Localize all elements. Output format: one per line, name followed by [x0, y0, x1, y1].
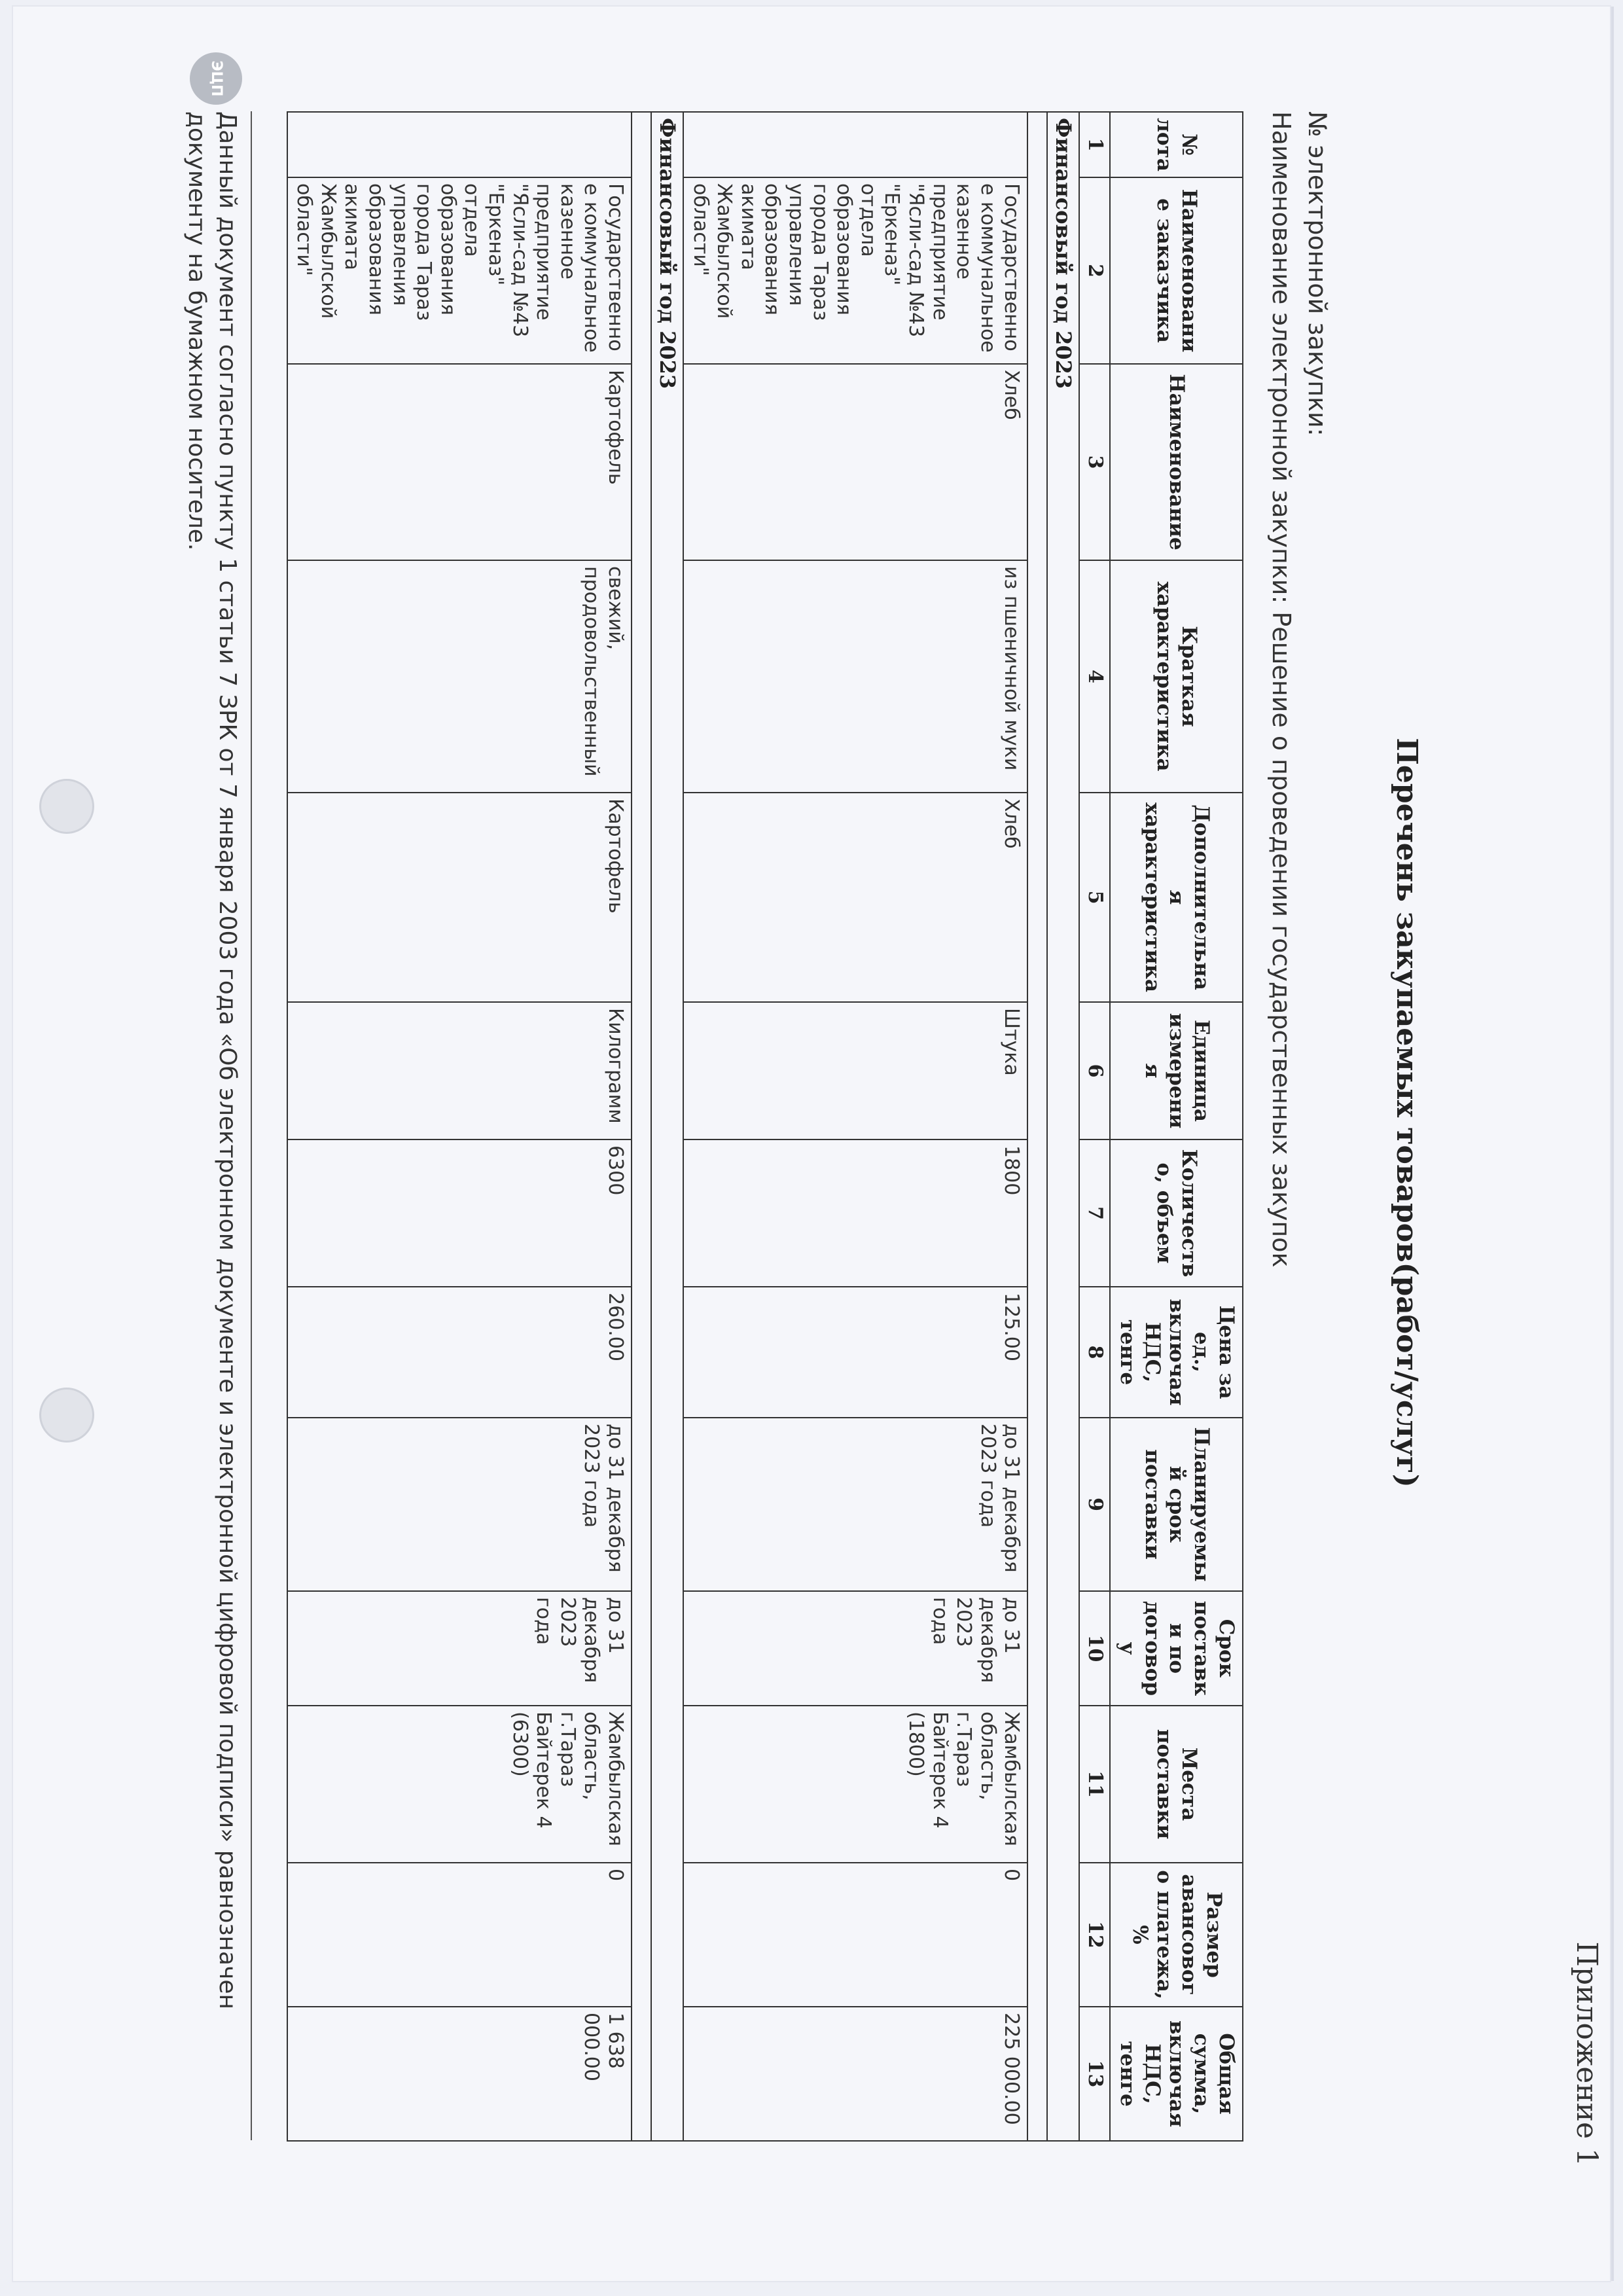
spacer-cell	[1027, 112, 1047, 2141]
cell-customer: Государственное коммунальное казенное предприятие "Ясли-сад №43 "Еркеназ" отдела образования города Тараз управления образования акимата Жамбылской области"	[287, 177, 632, 364]
cell-place: Жамбылская область, г.Тараз Байтерек 4 (1800)	[683, 1706, 1027, 1863]
col-number: 1	[1079, 112, 1110, 177]
spacer-row	[632, 112, 651, 2141]
col-number: 13	[1079, 2007, 1110, 2141]
cell-planned: до 31 декабря 2023 года	[287, 1418, 632, 1591]
cell-price: 125.00	[683, 1287, 1027, 1418]
col-number: 7	[1079, 1139, 1110, 1287]
table-row	[287, 112, 632, 2141]
header-planned: Планируемый срок поставки	[1110, 1418, 1243, 1591]
col-number: 3	[1079, 364, 1110, 560]
appendix-label: Приложение 1	[1570, 1941, 1603, 2166]
fiscal-year-row	[651, 112, 683, 2141]
cell-advance: 0	[287, 1863, 632, 2007]
header-lot: № лота	[1110, 112, 1243, 177]
column-number-row	[1079, 112, 1110, 2141]
header-place: Места поставки	[1110, 1706, 1243, 1863]
rotated-page-content	[170, 33, 1610, 2193]
cell-name: Хлеб	[683, 364, 1027, 560]
document-title: Перечень закупаемых товаров(работ/услуг)	[1390, 738, 1423, 1488]
header-short: Краткая характеристика	[1110, 560, 1243, 793]
footer-divider	[251, 111, 252, 2140]
cell-lot	[683, 112, 1027, 177]
fiscal-year-label: Финансовый год 2023	[651, 112, 683, 2141]
cell-customer: Государственное коммунальное казенное предприятие "Ясли-сад №43 "Еркеназ" отдела образования города Тараз управления образования акимата Жамбылской области"	[683, 177, 1027, 364]
punch-hole-top	[39, 779, 94, 834]
cell-planned: до 31 декабря 2023 года	[683, 1418, 1027, 1591]
cell-price: 260.00	[287, 1287, 632, 1418]
col-number: 8	[1079, 1287, 1110, 1418]
header-unit: Единица измерения	[1110, 1002, 1243, 1139]
col-number: 2	[1079, 177, 1110, 364]
cell-short: из пшеничной муки	[683, 560, 1027, 793]
header-extra: Дополнительная характеристика	[1110, 793, 1243, 1002]
procurement-name: Наименование электронной закупки: Решение о проведении государственных закупок	[1267, 111, 1296, 1268]
spacer-row	[1027, 112, 1047, 2141]
cell-advance: 0	[683, 1863, 1027, 2007]
header-qty: Количество, объем	[1110, 1139, 1243, 1287]
cell-place: Жамбылская область, г.Тараз Байтерек 4 (6300)	[287, 1706, 632, 1863]
header-advance: Размер авансового платежа, %	[1110, 1863, 1243, 2007]
cell-total: 225 000.00	[683, 2007, 1027, 2141]
cell-contract: до 31 декабря 2023 года	[683, 1591, 1027, 1706]
spacer-cell	[632, 112, 651, 2141]
col-number: 11	[1079, 1706, 1110, 1863]
header-customer: Наименование заказчика	[1110, 177, 1243, 364]
cell-short: свежий, продовольственный	[287, 560, 632, 793]
cell-unit: Килограмм	[287, 1002, 632, 1139]
col-number: 6	[1079, 1002, 1110, 1139]
cell-total: 1 638 000.00	[287, 2007, 632, 2141]
col-number: 9	[1079, 1418, 1110, 1591]
footer-note: Данный документ согласно пункту 1 статьи 7 ЗРК от 7 января 2003 года «Об электронном документе и электронной цифровой подписи» равнозначен документу на бумажном носителе.	[183, 111, 241, 2010]
table-row	[683, 112, 1027, 2141]
header-row	[1110, 112, 1243, 2141]
header-contract: Срок поставки по договору	[1110, 1591, 1243, 1706]
cell-name: Картофель	[287, 364, 632, 560]
stamp-logo-icon: ЭЦП	[190, 52, 242, 105]
header-price: Цена за ед., включая НДС, тенге	[1110, 1287, 1243, 1418]
cell-contract: до 31 декабря 2023 года	[287, 1591, 632, 1706]
col-number: 4	[1079, 560, 1110, 793]
procurement-table	[287, 111, 1243, 2142]
cell-qty: 6300	[287, 1139, 632, 1287]
cell-extra: Хлеб	[683, 793, 1027, 1002]
col-number: 12	[1079, 1863, 1110, 2007]
fiscal-year-label: Финансовый год 2023	[1047, 112, 1079, 2141]
paper-sheet	[13, 7, 1610, 2281]
col-number: 10	[1079, 1591, 1110, 1706]
fiscal-year-row	[1047, 112, 1079, 2141]
punch-hole-bottom	[39, 1388, 94, 1443]
header-total: Общая сумма, включая НДС, тенге	[1110, 2007, 1243, 2141]
cell-lot	[287, 112, 632, 177]
header-name: Наименование	[1110, 364, 1243, 560]
cell-extra: Картофель	[287, 793, 632, 1002]
procurement-number: № электронной закупки:	[1303, 111, 1332, 437]
col-number: 5	[1079, 793, 1110, 1002]
cell-unit: Штука	[683, 1002, 1027, 1139]
cell-qty: 1800	[683, 1139, 1027, 1287]
